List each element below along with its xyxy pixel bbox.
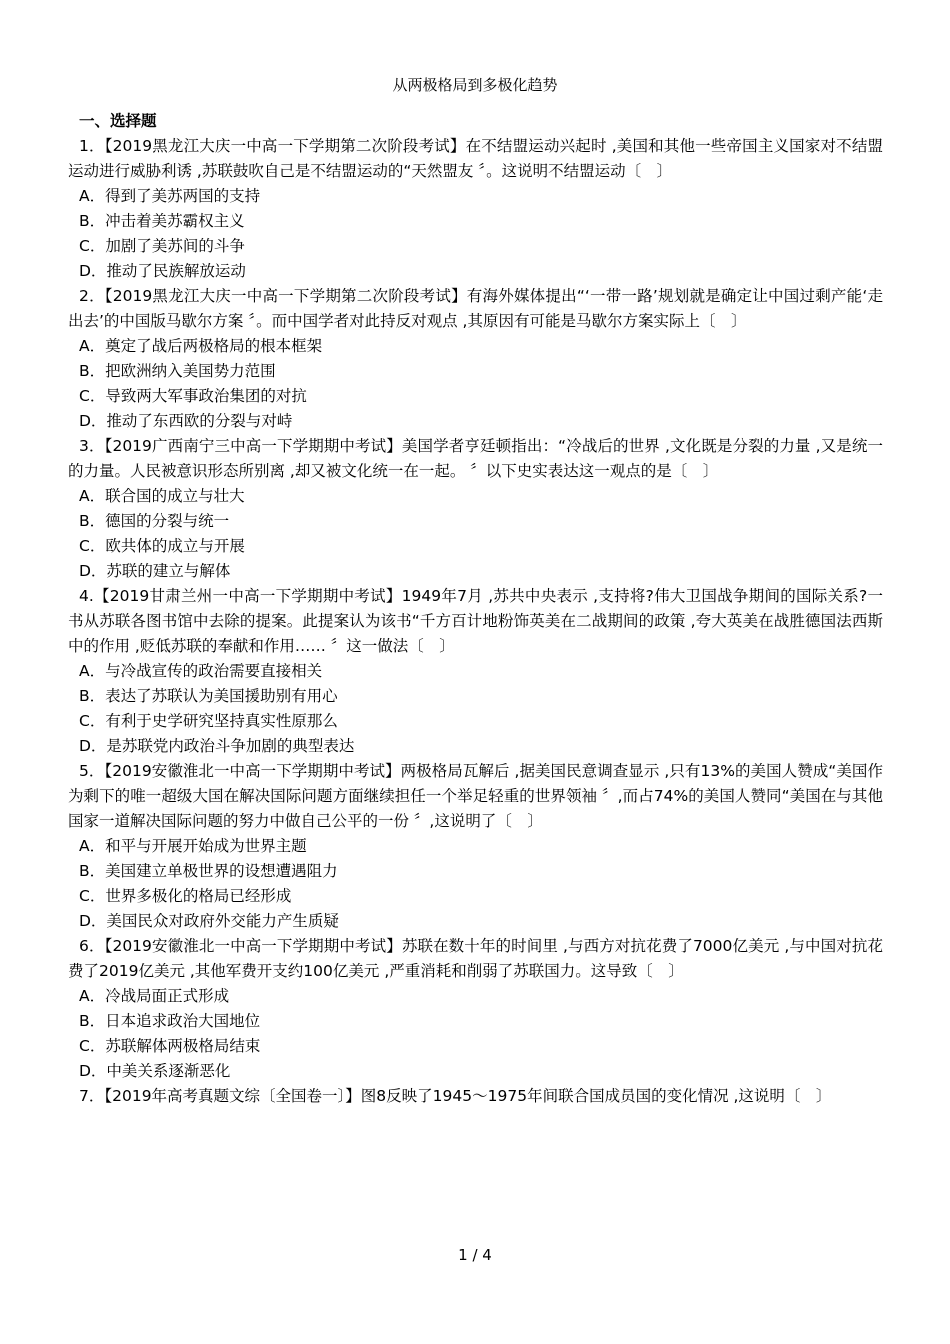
question-stem: 3．【2019广西南宁三中高一下学期期中考试】美国学者亨廷顿指出：“冷战后的世界 ,文化既是分裂的力量 ,又是统一的力量。人民被意识形态所别离 ,却又被文化统一在一起。 〞以下史实表达这一观点的是〔 〕 xyxy=(68,437,883,480)
question-3 xyxy=(68,434,883,584)
option-b: B．表达了苏联认为美国援助别有用心 xyxy=(79,687,338,705)
question-stem: 4.【2019甘肃兰州一中高一下学期期中考试】1949年7月 ,苏共中央表示 ,支持将?伟大卫国战争期间的国际关系?一书从苏联各图书馆中去除的提案。此提案认为该书“千方百计地粉饰英美在二战期间的政策 ,夸大英美在战胜德国法西斯中的作用 ,贬低苏联的奉献和作用…… 〞这一做法〔 〕 xyxy=(68,587,883,655)
option-d: D．推动了东西欧的分裂与对峙 xyxy=(79,412,293,430)
option-a: A．和平与开展开始成为世界主题 xyxy=(79,837,307,855)
question-7 xyxy=(68,1084,883,1109)
question-4 xyxy=(68,584,883,759)
option-c: C．导致两大军事政治集团的对抗 xyxy=(79,387,307,405)
option-d: D．中美关系逐渐恶化 xyxy=(79,1062,231,1080)
document-body xyxy=(68,109,883,1109)
question-6 xyxy=(68,934,883,1084)
option-d: D．推动了民族解放运动 xyxy=(79,262,246,280)
option-a: A．与冷战宣传的政治需要直接相关 xyxy=(79,662,323,680)
document-title: 从两极格局到多极化趋势 xyxy=(392,76,558,94)
question-5 xyxy=(68,759,883,934)
question-stem: 1．【2019黑龙江大庆一中高一下学期第二次阶段考试】在不结盟运动兴起时 ,美国和其他一些帝国主义国家对不结盟运动进行威胁利诱 ,苏联鼓吹自己是不结盟运动的“天然盟友 〞。这说明不结盟运动〔 〕 xyxy=(68,137,883,180)
option-a: A．联合国的成立与壮大 xyxy=(79,487,245,505)
option-d: D．苏联的建立与解体 xyxy=(79,562,231,580)
option-b: B．德国的分裂与统一 xyxy=(79,512,230,530)
option-c: C．世界多极化的格局已经形成 xyxy=(79,887,292,905)
option-c: C．苏联解体两极格局结束 xyxy=(79,1037,261,1055)
option-a: A．得到了美苏两国的支持 xyxy=(79,187,261,205)
option-d: D．是苏联党内政治斗争加剧的典型表达 xyxy=(79,737,355,755)
question-stem: 2．【2019黑龙江大庆一中高一下学期第二次阶段考试】有海外媒体提出“‘一带一路’规划就是确定让中国过剩产能‘走出去’的中国版马歇尔方案 〞。而中国学者对此持反对观点 ,其原因有可能是马歇尔方案实际上〔 〕 xyxy=(68,287,883,330)
option-b: B．美国建立单极世界的设想遭遇阻力 xyxy=(79,862,338,880)
question-stem: 6．【2019安徽淮北一中高一下学期期中考试】苏联在数十年的时间里 ,与西方对抗花费了7000亿美元 ,与中国对抗花费了2019亿美元 ,其他军费开支约100亿美元 ,严重消耗和削弱了苏联国力。这导致〔 〕 xyxy=(68,937,883,980)
option-d: D．美国民众对政府外交能力产生质疑 xyxy=(79,912,339,930)
page-number: 1 / 4 xyxy=(458,1246,492,1264)
option-c: C．有利于史学研究坚持真实性原那么 xyxy=(79,712,338,730)
question-stem: 5．【2019安徽淮北一中高一下学期期中考试】两极格局瓦解后 ,据美国民意调查显示 ,只有13%的美国人赞成“美国作为剩下的唯一超级大国在解决国际问题方面继续担任一个举足轻重的世界领袖 〞,而占74%的美国人赞同“美国在与其他国家一道解决国际问题的努力中做自己公平的一份 〞,这说明了〔 〕 xyxy=(68,762,883,830)
question-2 xyxy=(68,284,883,434)
option-c: C．欧共体的成立与开展 xyxy=(79,537,245,555)
question-stem: 7．【2019年高考真题文综〔全国卷一〕】图8反映了1945～1975年间联合国成员国的变化情况 ,这说明〔 〕 xyxy=(79,1087,832,1105)
option-b: B．把欧洲纳入美国势力范围 xyxy=(79,362,276,380)
option-a: A．奠定了战后两极格局的根本框架 xyxy=(79,337,323,355)
option-b: B．日本追求政治大国地位 xyxy=(79,1012,261,1030)
section-heading: 一、选择题 xyxy=(79,112,157,130)
option-a: A．冷战局面正式形成 xyxy=(79,987,230,1005)
question-1 xyxy=(68,134,883,284)
option-c: C．加剧了美苏间的斗争 xyxy=(79,237,245,255)
option-b: B．冲击着美苏霸权主义 xyxy=(79,212,245,230)
